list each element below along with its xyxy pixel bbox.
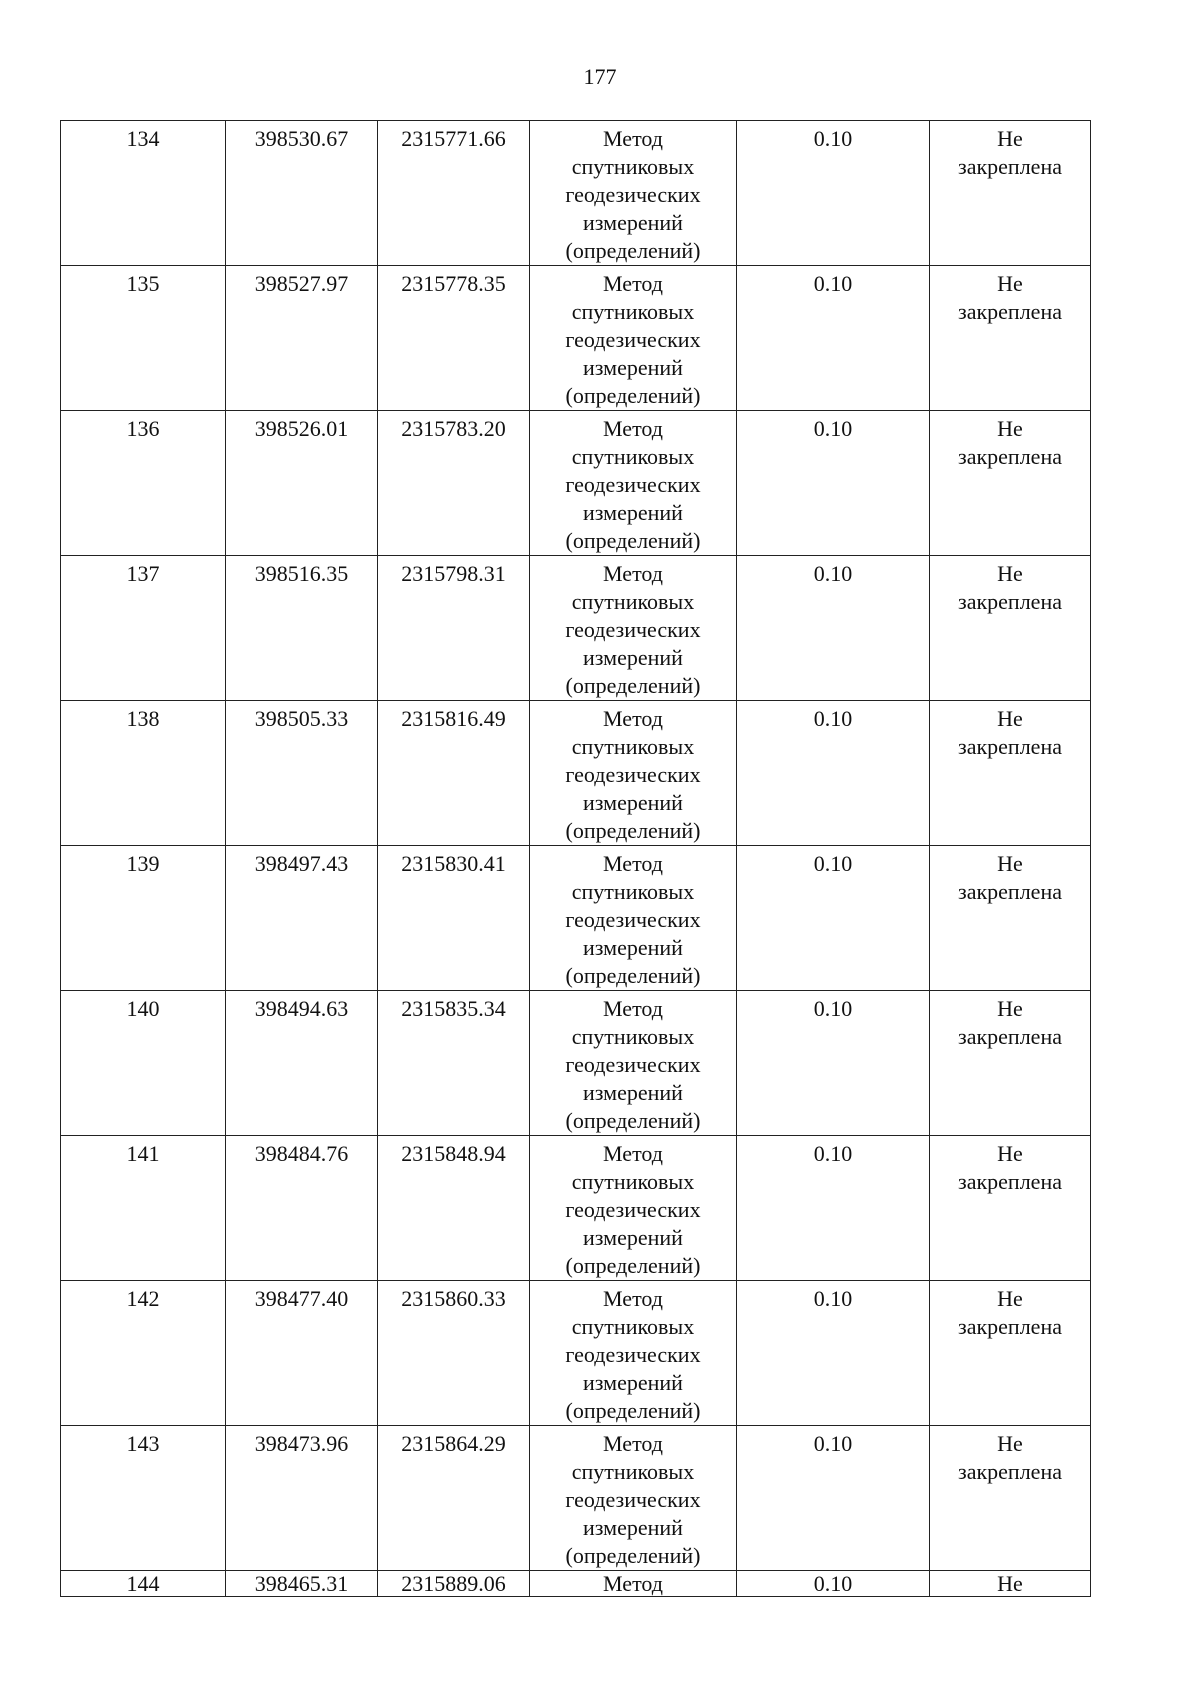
y-coordinate-cell: 2315778.35: [378, 266, 530, 411]
table-row: [61, 1136, 1091, 1281]
page-number: 177: [583, 64, 617, 89]
method-cell: Метод спутниковых геодезических измерений (определений): [530, 846, 737, 991]
fixation-cell: Не: [930, 1571, 1091, 1597]
point-number-cell: 135: [61, 266, 226, 411]
table-row: [61, 121, 1091, 266]
x-coordinate-cell: 398484.76: [226, 1136, 378, 1281]
accuracy-cell: 0.10: [737, 266, 930, 411]
fixation-cell: Не закреплена: [930, 846, 1091, 991]
method-cell: Метод спутниковых геодезических измерений (определений): [530, 991, 737, 1136]
table-row: [61, 556, 1091, 701]
y-coordinate-cell: 2315848.94: [378, 1136, 530, 1281]
x-coordinate-cell: 398526.01: [226, 411, 378, 556]
x-coordinate-cell: 398530.67: [226, 121, 378, 266]
point-number-cell: 140: [61, 991, 226, 1136]
accuracy-cell: 0.10: [737, 991, 930, 1136]
fixation-cell: Не закреплена: [930, 1426, 1091, 1571]
point-number-cell: 141: [61, 1136, 226, 1281]
y-coordinate-cell: 2315798.31: [378, 556, 530, 701]
method-cell: Метод спутниковых геодезических измерений (определений): [530, 1281, 737, 1426]
y-coordinate-cell: 2315816.49: [378, 701, 530, 846]
accuracy-cell: 0.10: [737, 121, 930, 266]
point-number-cell: 139: [61, 846, 226, 991]
point-number-cell: 137: [61, 556, 226, 701]
accuracy-cell: 0.10: [737, 1426, 930, 1571]
table-row: [61, 846, 1091, 991]
method-cell: Метод спутниковых геодезических измерений (определений): [530, 1426, 737, 1571]
method-cell: Метод: [530, 1571, 737, 1597]
x-coordinate-cell: 398477.40: [226, 1281, 378, 1426]
x-coordinate-cell: 398527.97: [226, 266, 378, 411]
method-cell: Метод спутниковых геодезических измерений (определений): [530, 556, 737, 701]
y-coordinate-cell: 2315889.06: [378, 1571, 530, 1597]
point-number-cell: 138: [61, 701, 226, 846]
x-coordinate-cell: 398494.63: [226, 991, 378, 1136]
table-row: [61, 266, 1091, 411]
accuracy-cell: 0.10: [737, 846, 930, 991]
y-coordinate-cell: 2315860.33: [378, 1281, 530, 1426]
table-row: [61, 1571, 1091, 1597]
y-coordinate-cell: 2315771.66: [378, 121, 530, 266]
x-coordinate-cell: 398465.31: [226, 1571, 378, 1597]
fixation-cell: Не закреплена: [930, 556, 1091, 701]
y-coordinate-cell: 2315783.20: [378, 411, 530, 556]
table-row: [61, 1426, 1091, 1571]
fixation-cell: Не закреплена: [930, 266, 1091, 411]
point-number-cell: 136: [61, 411, 226, 556]
x-coordinate-cell: 398505.33: [226, 701, 378, 846]
accuracy-cell: 0.10: [737, 701, 930, 846]
table-row: [61, 701, 1091, 846]
fixation-cell: Не закреплена: [930, 411, 1091, 556]
accuracy-cell: 0.10: [737, 556, 930, 701]
fixation-cell: Не закреплена: [930, 991, 1091, 1136]
y-coordinate-cell: 2315830.41: [378, 846, 530, 991]
table-row: [61, 1281, 1091, 1426]
method-cell: Метод спутниковых геодезических измерений (определений): [530, 701, 737, 846]
x-coordinate-cell: 398516.35: [226, 556, 378, 701]
fixation-cell: Не закреплена: [930, 701, 1091, 846]
accuracy-cell: 0.10: [737, 1281, 930, 1426]
table-row: [61, 991, 1091, 1136]
point-number-cell: 134: [61, 121, 226, 266]
y-coordinate-cell: 2315835.34: [378, 991, 530, 1136]
accuracy-cell: 0.10: [737, 1571, 930, 1597]
method-cell: Метод спутниковых геодезических измерений (определений): [530, 121, 737, 266]
method-cell: Метод спутниковых геодезических измерений (определений): [530, 266, 737, 411]
y-coordinate-cell: 2315864.29: [378, 1426, 530, 1571]
point-number-cell: 144: [61, 1571, 226, 1597]
fixation-cell: Не закреплена: [930, 1136, 1091, 1281]
fixation-cell: Не закреплена: [930, 1281, 1091, 1426]
method-cell: Метод спутниковых геодезических измерений (определений): [530, 411, 737, 556]
x-coordinate-cell: 398497.43: [226, 846, 378, 991]
fixation-cell: Не закреплена: [930, 121, 1091, 266]
point-number-cell: 143: [61, 1426, 226, 1571]
point-number-cell: 142: [61, 1281, 226, 1426]
accuracy-cell: 0.10: [737, 411, 930, 556]
accuracy-cell: 0.10: [737, 1136, 930, 1281]
table-row: [61, 411, 1091, 556]
coordinates-table: [60, 120, 1091, 1597]
x-coordinate-cell: 398473.96: [226, 1426, 378, 1571]
method-cell: Метод спутниковых геодезических измерений (определений): [530, 1136, 737, 1281]
